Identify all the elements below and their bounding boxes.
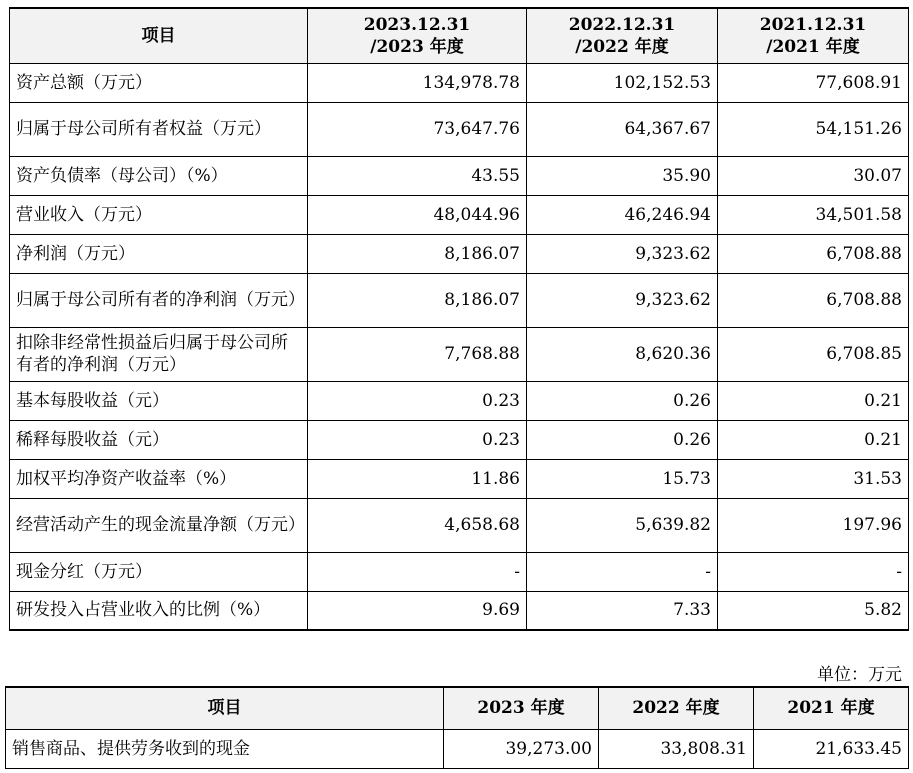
header-2022-date: 2022.12.31 — [568, 14, 676, 35]
cell-2022: 9,323.62 — [527, 234, 718, 273]
cell-2021: - — [718, 552, 909, 591]
row-label: 基本每股收益（元） — [10, 381, 308, 420]
cell-2023: 48,044.96 — [308, 195, 527, 234]
table-row — [10, 327, 909, 381]
cell-2023: 0.23 — [308, 420, 527, 459]
cash-flow-table — [5, 686, 909, 769]
row-label: 资产负债率（母公司）（%） — [10, 156, 308, 195]
header-item: 项目 — [10, 8, 308, 63]
row-label: 归属于母公司所有者的净利润（万元） — [10, 273, 308, 327]
table-header-row — [10, 8, 909, 63]
unit-note: 单位：万元 — [817, 665, 902, 685]
header-2022 — [527, 8, 718, 63]
cell-2023: 9.69 — [308, 591, 527, 630]
table-row — [10, 102, 909, 156]
table-row — [10, 273, 909, 327]
cell-2021: 34,501.58 — [718, 195, 909, 234]
cell-2023: 39,273.00 — [444, 729, 599, 768]
row-label: 资产总额（万元） — [10, 63, 308, 102]
cell-2022: 8,620.36 — [527, 327, 718, 381]
cell-2021: 5.82 — [718, 591, 909, 630]
row-label: 加权平均净资产收益率（%） — [10, 459, 308, 498]
header-2021: 2021 年度 — [754, 687, 909, 729]
cell-2022: 102,152.53 — [527, 63, 718, 102]
header-2021-date: 2021.12.31 — [759, 14, 867, 35]
row-label: 稀释每股收益（元） — [10, 420, 308, 459]
table-row — [10, 498, 909, 552]
cell-2023: 4,658.68 — [308, 498, 527, 552]
cell-2023: 43.55 — [308, 156, 527, 195]
cell-2022: 46,246.94 — [527, 195, 718, 234]
cell-2021: 6,708.88 — [718, 273, 909, 327]
row-label: 研发投入占营业收入的比例（%） — [10, 591, 308, 630]
header-2023-date: 2023.12.31 — [363, 14, 471, 35]
cell-2023: 11.86 — [308, 459, 527, 498]
cell-2022: 0.26 — [527, 381, 718, 420]
cell-2023: - — [308, 552, 527, 591]
cell-2021: 6,708.85 — [718, 327, 909, 381]
table-row — [10, 420, 909, 459]
cell-2022: 64,367.67 — [527, 102, 718, 156]
cell-2022: 5,639.82 — [527, 498, 718, 552]
cell-2022: 35.90 — [527, 156, 718, 195]
cell-2021: 0.21 — [718, 420, 909, 459]
financial-summary-table — [9, 7, 909, 631]
cell-2023: 134,978.78 — [308, 63, 527, 102]
header-2023 — [308, 8, 527, 63]
cell-2023: 73,647.76 — [308, 102, 527, 156]
row-label: 销售商品、提供劳务收到的现金 — [6, 729, 444, 768]
table-row — [10, 552, 909, 591]
cell-2023: 8,186.07 — [308, 234, 527, 273]
table-row — [10, 234, 909, 273]
header-2023-year: /2023 年度 — [370, 36, 464, 57]
row-label: 经营活动产生的现金流量净额（万元） — [10, 498, 308, 552]
table-row — [6, 729, 909, 768]
cell-2021: 6,708.88 — [718, 234, 909, 273]
cell-2022: 33,808.31 — [599, 729, 754, 768]
cell-2021: 77,608.91 — [718, 63, 909, 102]
table-row — [10, 63, 909, 102]
header-item: 项目 — [6, 687, 444, 729]
cell-2022: 9,323.62 — [527, 273, 718, 327]
table-row — [10, 591, 909, 630]
cell-2023: 0.23 — [308, 381, 527, 420]
row-label: 归属于母公司所有者权益（万元） — [10, 102, 308, 156]
header-2022-year: /2022 年度 — [575, 36, 669, 57]
header-2021 — [718, 8, 909, 63]
cell-2022: 15.73 — [527, 459, 718, 498]
cell-2022: 0.26 — [527, 420, 718, 459]
table-row — [10, 459, 909, 498]
table-row — [10, 156, 909, 195]
cell-2021: 197.96 — [718, 498, 909, 552]
row-label: 营业收入（万元） — [10, 195, 308, 234]
cell-2022: 7.33 — [527, 591, 718, 630]
header-2021-year: /2021 年度 — [766, 36, 860, 57]
cell-2021: 21,633.45 — [754, 729, 909, 768]
cell-2023: 7,768.88 — [308, 327, 527, 381]
header-2023: 2023 年度 — [444, 687, 599, 729]
table-header-row — [6, 687, 909, 729]
cell-2021: 54,151.26 — [718, 102, 909, 156]
header-2022: 2022 年度 — [599, 687, 754, 729]
table-row — [10, 381, 909, 420]
row-label: 净利润（万元） — [10, 234, 308, 273]
row-label: 现金分红（万元） — [10, 552, 308, 591]
cell-2023: 8,186.07 — [308, 273, 527, 327]
row-label: 扣除非经常性损益后归属于母公司所有者的净利润（万元） — [10, 327, 308, 381]
cell-2021: 0.21 — [718, 381, 909, 420]
cell-2022: - — [527, 552, 718, 591]
cell-2021: 31.53 — [718, 459, 909, 498]
table-row — [10, 195, 909, 234]
cell-2021: 30.07 — [718, 156, 909, 195]
